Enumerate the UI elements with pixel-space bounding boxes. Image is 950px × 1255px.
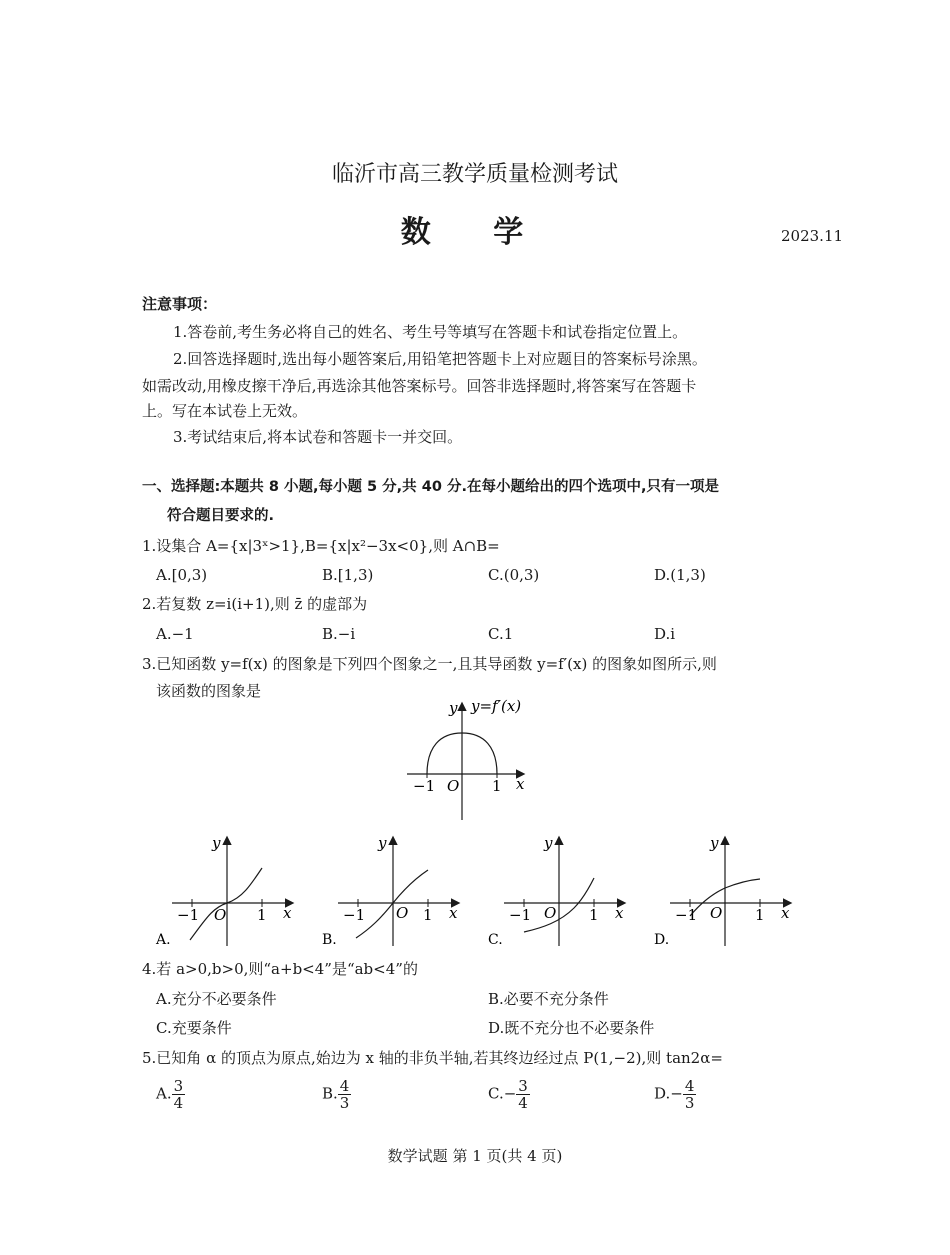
question-2-stem: 2.若复数 z=i(i+1),则 z̄ 的虚部为 (142, 595, 368, 613)
svg-text:O: O (544, 904, 557, 922)
svg-text:x: x (283, 904, 292, 922)
svg-text:O: O (710, 904, 723, 922)
option-graph-d (648, 830, 808, 950)
y-axis-label: y (449, 699, 458, 717)
option-graph-c (482, 830, 642, 950)
svg-text:y: y (212, 834, 221, 852)
svg-text:y: y (710, 834, 719, 852)
question-2-option-c: C.1 (488, 625, 514, 643)
question-2-option-b: B.−i (322, 625, 356, 643)
svg-text:y: y (544, 834, 553, 852)
origin-label: O (447, 777, 460, 795)
svg-text:O: O (214, 906, 227, 924)
svg-text:−1: −1 (675, 906, 698, 924)
section-1-heading-line-2: 符合题目要求的. (167, 508, 275, 524)
question-4-option-d: D.既不充分也不必要条件 (488, 1019, 655, 1037)
svg-text:O: O (396, 904, 409, 922)
exam-date: 2023.11 (781, 227, 844, 245)
notice-heading: 注意事项： (142, 295, 218, 313)
notice-item-3: 3.考试结束后,将本试卷和答题卡一并交回。 (173, 428, 463, 446)
svg-text:1: 1 (589, 906, 599, 924)
svg-text:1: 1 (257, 906, 267, 924)
question-4-option-a: A.充分不必要条件 (156, 990, 277, 1008)
svg-text:x: x (781, 904, 790, 922)
notice-item-2-line-1: 2.回答选择题时,选出每小题答案后,用铅笔把答题卡上对应题目的答案标号涂黑。 (173, 350, 707, 368)
svg-text:−1: −1 (509, 906, 532, 924)
subject-title: 数 学 (400, 215, 550, 250)
svg-text:1: 1 (423, 906, 433, 924)
svg-text:x: x (615, 904, 624, 922)
question-4-option-b: B.必要不充分条件 (488, 990, 609, 1008)
notice-item-1: 1.答卷前,考生务必将自己的姓名、考生号等填写在答题卡和试卷指定位置上。 (173, 323, 688, 341)
question-5-option-b: B. $\frac{4}{3}$ (322, 1077, 350, 1112)
question-2-option-a: A.−1 (156, 625, 194, 643)
svg-text:x: x (449, 904, 458, 922)
option-b-letter: B. (322, 932, 337, 948)
question-3-stem-line-2: 该函数的图象是 (156, 682, 262, 700)
svg-text:1: 1 (755, 906, 765, 924)
question-4-stem: 4.若 a>0,b>0,则“a+b<4”是“ab<4”的 (142, 960, 418, 978)
question-1-option-c: C.(0,3) (488, 566, 540, 584)
question-5-option-a: A. $\frac{3}{4}$ (156, 1077, 184, 1112)
curve-label: y=f′(x) (471, 697, 522, 715)
x-axis-label: x (516, 775, 525, 793)
question-1-option-d: D.(1,3) (654, 566, 706, 584)
svg-text:−1: −1 (177, 906, 200, 924)
question-4-option-c: C.充要条件 (156, 1019, 232, 1037)
notice-item-2-line-2: 如需改动,用橡皮擦干净后,再选涂其他答案标号。回答非选择题时,将答案写在答题卡 (142, 377, 697, 395)
tick-neg-label: −1 (413, 777, 436, 795)
option-graph-a (150, 830, 310, 950)
option-a-letter: A. (156, 932, 171, 948)
derivative-graph (395, 690, 545, 825)
question-1-option-a: A.[0,3) (156, 566, 208, 584)
option-c-letter: C. (488, 932, 503, 948)
question-5-option-d: D.− $\frac{4}{3}$ (654, 1077, 695, 1112)
option-d-letter: D. (654, 932, 670, 948)
question-5-option-c: C.− $\frac{3}{4}$ (488, 1077, 528, 1112)
svg-text:y: y (378, 834, 387, 852)
option-graph-b (316, 830, 476, 950)
question-5-stem: 5.已知角 α 的顶点为原点,始边为 x 轴的非负半轴,若其终边经过点 P(1,−2),则 tan2α= (142, 1049, 723, 1067)
svg-text:−1: −1 (343, 906, 366, 924)
question-1-option-b: B.[1,3) (322, 566, 374, 584)
question-1-stem: 1.设集合 A={x|3ˣ>1},B={x|x²−3x<0},则 A∩B= (142, 537, 500, 555)
section-1-heading-line-1: 一、选择题:本题共 8 小题,每小题 5 分,共 40 分.在每小题给出的四个选项中,只有一项是 (142, 479, 719, 495)
page-footer: 数学试题 第 1 页(共 4 页) (387, 1147, 563, 1165)
question-3-stem-line-1: 3.已知函数 y=f(x) 的图象是下列四个图象之一,且其导函数 y=f′(x) 的图象如图所示,则 (142, 655, 717, 673)
question-2-option-d: D.i (654, 625, 676, 643)
tick-pos-label: 1 (492, 777, 502, 795)
exam-title: 临沂市高三教学质量检测考试 (331, 162, 618, 187)
notice-item-2-line-3: 上。写在本试卷上无效。 (142, 402, 308, 420)
curve-b (356, 870, 428, 938)
curve-a (190, 868, 262, 940)
